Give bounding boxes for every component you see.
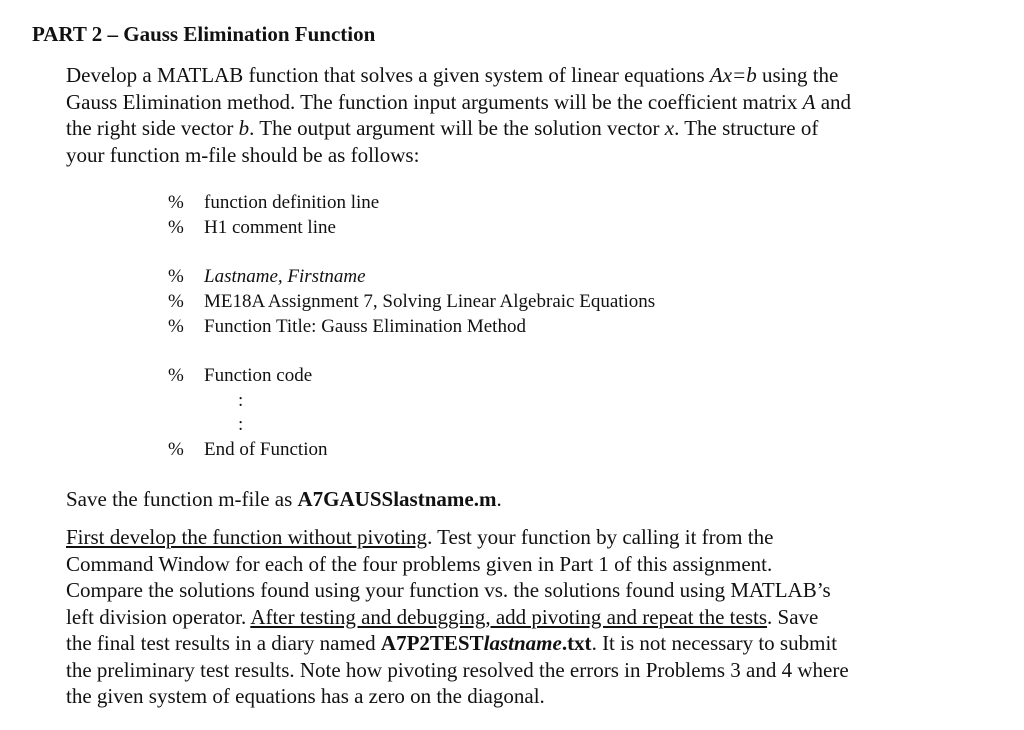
vector-x-symbol: x	[664, 116, 675, 140]
instructions-line-5	[66, 630, 966, 657]
code-text: End of Function	[204, 439, 328, 460]
code-line-h1-comment	[168, 217, 336, 239]
intro-line-4: your function m-file should be as follows:	[66, 142, 420, 167]
vector-b-symbol: b	[238, 116, 250, 140]
continuation-dots: :	[238, 390, 244, 411]
comment-percent: %	[168, 192, 184, 213]
instructions-text: . It is not necessary to submit	[591, 631, 838, 655]
intro-text: Gauss Elimination method. The function input arguments will be the coefficient matrix	[66, 89, 803, 114]
code-line-name	[168, 266, 366, 288]
comment-percent: %	[168, 316, 184, 337]
instructions-line-4	[66, 604, 966, 631]
code-text: H1 comment line	[204, 217, 336, 238]
code-line-end-of-function	[168, 439, 328, 461]
matrix-a-symbol: A	[802, 89, 816, 114]
intro-line-1	[66, 62, 966, 89]
comment-percent: %	[168, 291, 184, 312]
instructions-text: . Test your function by calling it from the	[427, 525, 774, 549]
code-text: function definition line	[204, 192, 380, 213]
diary-filename-prefix: A7P2TEST	[380, 631, 484, 655]
code-line-function-definition	[168, 192, 379, 214]
intro-text: . The output argument will be the solution vector	[249, 116, 665, 140]
save-text: .	[496, 487, 502, 511]
comment-percent: %	[168, 266, 184, 287]
save-instruction	[66, 486, 966, 513]
instructions-text: left division operator.	[66, 604, 251, 629]
function-filename: A7GAUSSlastname.m	[297, 487, 497, 511]
underlined-instruction: After testing and debugging, add pivoting and repeat the tests	[250, 604, 768, 629]
instructions-line-2: Command Window for each of the four problems given in Part 1 of this assignment.	[66, 551, 773, 576]
code-line-assignment	[168, 291, 655, 313]
instructions-line-6: the preliminary test results. Note how pivoting resolved the errors in Problems 3 and 4 where	[66, 657, 849, 682]
instructions-line-3: Compare the solutions found using your function vs. the solutions found using MATLAB’s	[66, 578, 831, 602]
instructions-line-1	[66, 524, 966, 551]
diary-filename-lastname: lastname	[483, 631, 562, 655]
code-text: Function code	[204, 365, 313, 386]
comment-percent: %	[168, 439, 184, 460]
intro-text: and	[815, 89, 852, 114]
intro-text: using the	[756, 63, 839, 87]
diary-filename-extension: .txt	[561, 631, 592, 655]
intro-paragraph	[66, 62, 966, 168]
code-line-function-title	[168, 316, 526, 338]
code-text: Function Title: Gauss Elimination Method	[204, 316, 526, 337]
underlined-instruction: First develop the function without pivoting	[66, 525, 428, 549]
intro-text: the right side vector	[66, 116, 239, 140]
save-text: Save the function m-file as	[66, 487, 298, 511]
instructions-line-7: the given system of equations has a zero on the diagonal.	[66, 684, 545, 708]
equation-ax-b: Ax=b	[709, 63, 757, 87]
intro-line-2	[66, 89, 966, 116]
section-heading: PART 2 – Gauss Elimination Function	[32, 22, 376, 46]
intro-text: Develop a MATLAB function that solves a given system of linear equations	[66, 63, 710, 87]
continuation-dots: :	[238, 414, 244, 435]
instructions-text: the final test results in a diary named	[66, 631, 381, 655]
intro-text: . The structure of	[674, 116, 819, 140]
comment-percent: %	[168, 217, 184, 238]
instructions-paragraph	[66, 524, 966, 710]
intro-line-3	[66, 115, 966, 142]
code-text: ME18A Assignment 7, Solving Linear Algebraic Equations	[204, 291, 656, 312]
code-text: Lastname, Firstname	[204, 266, 366, 287]
code-line-function-code	[168, 365, 312, 387]
comment-percent: %	[168, 365, 184, 386]
diary-filename	[381, 631, 592, 655]
instructions-text: . Save	[767, 604, 819, 629]
